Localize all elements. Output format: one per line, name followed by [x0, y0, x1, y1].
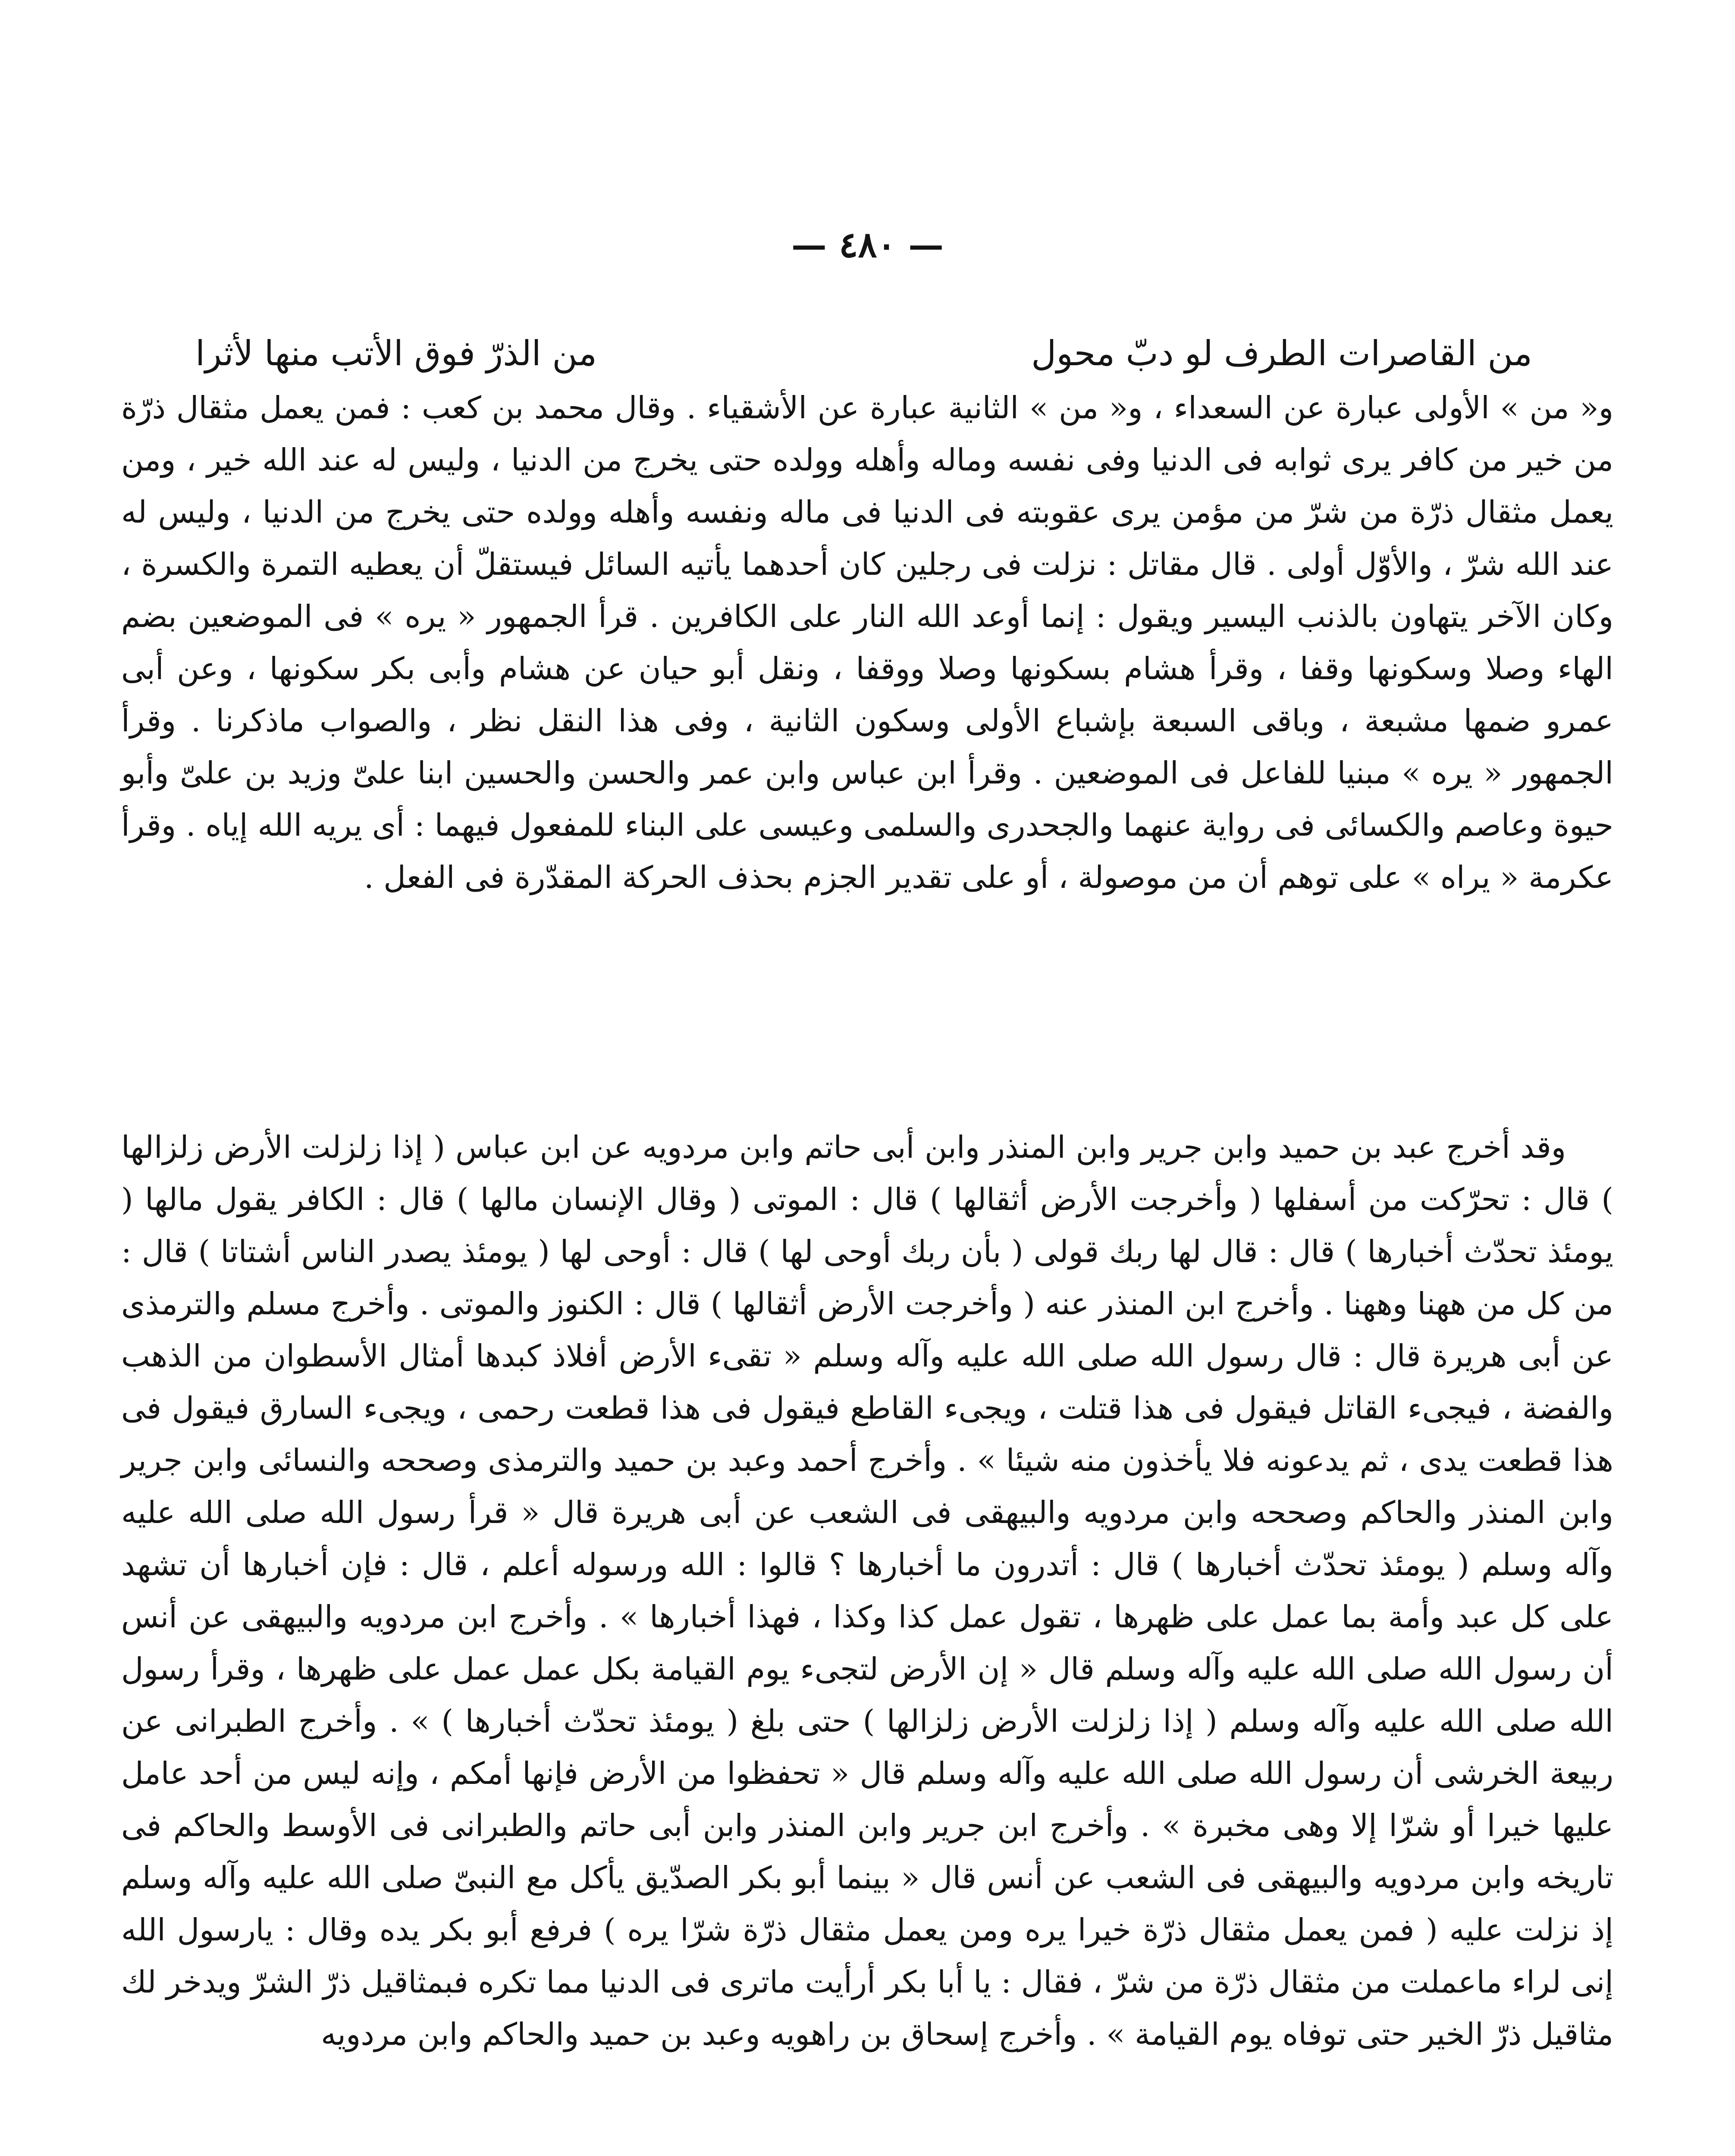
verse-hemistich-first: من القاصرات الطرف لو دبّ محول: [1031, 333, 1532, 373]
paragraph-narrations: وقد أخرج عبد بن حميد وابن جرير وابن المنذر وابن أبى حاتم وابن مردويه عن ابن عباس ( إذا زلزلت الأرض زلزالها ) قال : تحرّكت من أسفلها ( وأخرجت الأرض أثقالها ) قال : الموتى ( وقال الإنسان مالها ) قال : الكافر يقول مالها ( يومئذ تحدّث أخبارها ) قال : قال لها ربك قولى ( بأن ربك أوحى لها ) قال : أوحى لها ( يومئذ يصدر الناس أشتاتا ) قال : من كل من ههنا وههنا . وأخرج ابن المنذر عنه ( وأخرجت الأرض أثقالها ) قال : الكنوز والموتى . وأخرج مسلم والترمذى عن أبى هريرة قال : قال رسول الله صلى الله عليه وآله وسلم « تقىء الأرض أفلاذ كبدها أمثال الأسطوان من الذهب والفضة ، فيجىء القاتل فيقول فى هذا قتلت ، ويجىء القاطع فيقول فى هذا قطعت رحمى ، ويجىء السارق فيقول فى هذا قطعت يدى ، ثم يدعونه فلا يأخذون منه شيئا » . وأخرج أحمد وعبد بن حميد والترمذى وصححه والنسائى وابن جرير وابن المنذر والحاكم وصححه وابن مردويه والبيهقى فى الشعب عن أبى هريرة قال « قرأ رسول الله صلى الله عليه وآله وسلم ( يومئذ تحدّث أخبارها ) قال : أتدرون ما أخبارها ؟ قالوا : الله ورسوله أعلم ، قال : فإن أخبارها أن تشهد على كل عبد وأمة بما عمل على ظهرها ، تقول عمل كذا وكذا ، فهذا أخبارها » . وأخرج ابن مردويه والبيهقى عن أنس أن رسول الله صلى الله عليه وآله وسلم قال « إن الأرض لتجىء يوم القيامة بكل عمل عمل على ظهرها ، وقرأ رسول الله صلى الله عليه وآله وسلم ( إذا زلزلت الأرض زلزالها ) حتى بلغ ( يومئذ تحدّث أخبارها ) » . وأخرج الطبرانى عن ربيعة الخرشى أن رسول الله صلى الله عليه وآله وسلم قال « تحفظوا من الأرض فإنها أمكم ، وإنه ليس من أحد عامل عليها خيرا أو شرّا إلا وهى مخبرة » . وأخرج ابن جرير وابن المنذر وابن أبى حاتم والطبرانى فى الأوسط والحاكم فى تاريخه وابن مردويه والبيهقى فى الشعب عن أنس قال « بينما أبو بكر الصدّيق يأكل مع النبىّ صلى الله عليه وآله وسلم إذ نزلت عليه ( فمن يعمل مثقال ذرّة خيرا يره ومن يعمل مثقال ذرّة شرّا يره ) فرفع أبو بكر يده وقال : يارسول الله إنى لراء ماعملت من مثقال ذرّة من شرّ ، فقال : يا أبا بكر أرأيت ماترى فى الدنيا مما تكره فبمثاقيل ذرّ الشرّ ويدخر لك مثاقيل ذرّ الخير حتى توفاه يوم القيامة » . وأخرج إسحاق بن راهويه وعبد بن حميد والحاكم وابن مردويه: [121, 1129, 1613, 2052]
verse-hemistich-second: من الذرّ فوق الأتب منها لأثرا: [195, 333, 597, 373]
poetry-verse: [195, 328, 1532, 379]
page-number: — ٤٨٠ —: [791, 224, 944, 266]
paragraph-commentary: و« من » الأولى عبارة عن السعداء ، و« من » الثانية عبارة عن الأشقياء . وقال محمد بن كعب : فمن يعمل مثقال ذرّة من خير من كافر يرى ثوابه فى الدنيا وفى نفسه وماله وأهله وولده حتى يخرج من الدنيا ، وليس له عند الله خير ، ومن يعمل مثقال ذرّة من شرّ من مؤمن يرى عقوبته فى الدنيا فى ماله ونفسه وأهله وولده حتى يخرج من الدنيا ، وليس له عند الله شرّ ، والأوّل أولى . قال مقاتل : نزلت فى رجلين كان أحدهما يأتيه السائل فيستقلّ أن يعطيه التمرة والكسرة ، وكان الآخر يتهاون بالذنب اليسير ويقول : إنما أوعد الله النار على الكافرين . قرأ الجمهور « يره » فى الموضعين بضم الهاء وصلا وسكونها وقفا ، وقرأ هشام بسكونها وصلا ووقفا ، ونقل أبو حيان عن هشام وأبى بكر سكونها ، وعن أبى عمرو ضمها مشبعة ، وباقى السبعة بإشباع الأولى وسكون الثانية ، وفى هذا النقل نظر ، والصواب ماذكرنا . وقرأ الجمهور « يره » مبنيا للفاعل فى الموضعين . وقرأ ابن عباس وابن عمر والحسن والحسين ابنا علىّ وزيد بن علىّ وأبو حيوة وعاصم والكسائى فى رواية عنهما والجحدرى والسلمى وعيسى على البناء للمفعول فيهما : أى يريه الله إياه . وقرأ عكرمة « يراه » على توهم أن من موصولة ، أو على تقدير الجزم بحذف الحركة المقدّرة فى الفعل .: [121, 390, 1614, 895]
